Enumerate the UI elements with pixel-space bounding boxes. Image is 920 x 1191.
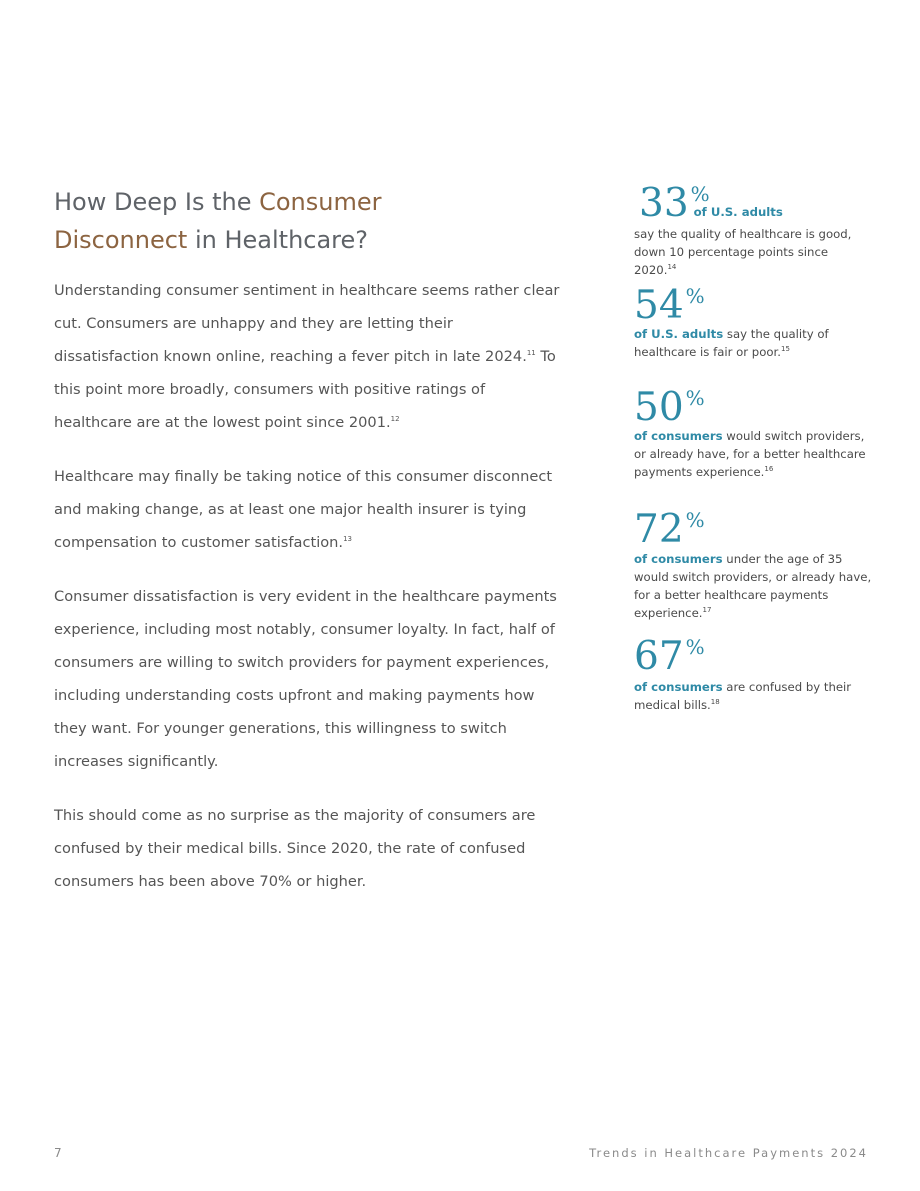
stat-number: 67 — [634, 634, 684, 679]
stat-callout — [634, 283, 874, 361]
stat-number: 54 — [634, 283, 684, 328]
stat-number: 33 — [639, 181, 689, 226]
stat-highlight: of consumers — [634, 552, 723, 566]
stat-highlight: of consumers — [634, 429, 723, 443]
footnote-ref: 17 — [702, 606, 712, 615]
stat-highlight: of U.S. adults — [693, 205, 783, 219]
footnote-ref: 18 — [710, 698, 720, 707]
stat-text: are confused by their medical bills. — [634, 680, 852, 712]
stat-number: 50 — [634, 385, 684, 430]
paragraph — [54, 460, 560, 559]
paragraph — [54, 799, 560, 898]
paragraph-text: Consumer dissatisfaction is very evident in the healthcare payments experience, including most notably, consumer loyalty. In fact, half of consumers are willing to switch providers for payment experiences, including understanding costs upfront and making payments how they want. For younger generations, this willingness to switch increases significantly. — [54, 588, 557, 770]
stat-number: 72 — [634, 507, 684, 552]
stat-callout — [634, 634, 874, 714]
heading-accent: Consumer — [259, 188, 382, 216]
footnote-ref: 14 — [667, 263, 677, 272]
stat-text: under the age of 35 would switch providers, or already have, for a better healthcare payments experience. — [634, 552, 872, 620]
stat-text: say the quality of healthcare is good, down 10 percentage points since 2020. — [634, 227, 852, 277]
stat-text: say the quality of healthcare is fair or poor. — [634, 327, 829, 359]
paragraph-text: Healthcare may finally be taking notice of this consumer disconnect and making change, as at least one major health insurer is tying compensation to customer satisfaction. — [54, 468, 553, 551]
footnote-ref: 12 — [390, 415, 400, 424]
stat-description — [634, 550, 874, 622]
stat-description — [634, 325, 874, 361]
heading-text: How Deep Is the — [54, 188, 260, 216]
footnote-ref: 16 — [764, 465, 774, 474]
stat-figure — [634, 634, 874, 679]
footnote-ref: 11 — [526, 349, 536, 358]
stat-callout — [634, 181, 874, 279]
page-number: 7 — [54, 1146, 62, 1160]
page-title — [54, 183, 474, 259]
stat-figure — [634, 283, 874, 328]
percent-sign: % — [685, 508, 705, 532]
percent-sign: % — [690, 182, 710, 206]
paragraph — [54, 580, 560, 778]
stat-highlight: of U.S. adults — [634, 327, 724, 341]
paragraph-text: Understanding consumer sentiment in healthcare seems rather clear cut. Consumers are unhappy and they are letting their dissatisfaction known online, reaching a fever pitch in late 2024. — [54, 282, 560, 365]
stat-figure — [634, 385, 874, 430]
stat-text: would switch providers, or already have, for a better healthcare payments experience. — [634, 429, 866, 479]
footer-document-title: Trends in Healthcare Payments 2024 — [589, 1146, 868, 1160]
stat-callout — [634, 385, 874, 481]
paragraph-text: To this point more broadly, consumers with positive ratings of healthcare are at the lowest point since 2001. — [54, 348, 556, 431]
heading-accent: Disconnect — [54, 226, 188, 254]
paragraph-text: This should come as no surprise as the majority of consumers are confused by their medical bills. Since 2020, the rate of confused consumers has been above 70% or higher. — [54, 807, 536, 890]
paragraph — [54, 274, 560, 439]
percent-sign: % — [685, 284, 705, 308]
footnote-ref: 15 — [780, 345, 790, 354]
stat-figure — [634, 507, 874, 552]
stat-highlight: of consumers — [634, 680, 723, 694]
body-text-column — [54, 274, 560, 919]
stat-description — [634, 427, 874, 481]
stat-description — [634, 678, 874, 714]
heading-text: in Healthcare? — [187, 226, 369, 254]
percent-sign: % — [685, 635, 705, 659]
stat-callout — [634, 507, 874, 622]
stat-description — [634, 225, 874, 279]
percent-sign: % — [685, 386, 705, 410]
footnote-ref: 13 — [343, 535, 352, 544]
